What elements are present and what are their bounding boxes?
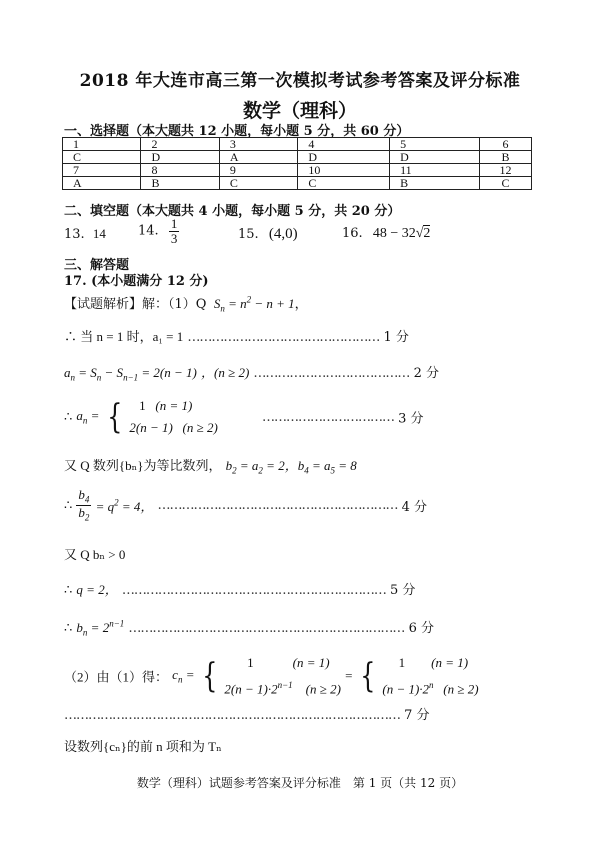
formula-b: $b_2 = a_2 = 2$，$b_4 = a_5 = 8$ bbox=[225, 458, 357, 476]
question-number: 16. bbox=[342, 226, 363, 241]
formula-bn: $b_n = 2^{n-1}$ bbox=[76, 618, 125, 638]
question-number: 14. bbox=[138, 223, 159, 239]
therefore-symbol: ∴ bbox=[64, 582, 73, 597]
table-cell: 2 bbox=[141, 138, 219, 151]
table-row bbox=[63, 164, 532, 177]
table-cell: B bbox=[141, 177, 219, 190]
therefore-symbol: ∴ bbox=[64, 497, 73, 513]
table-cell: A bbox=[219, 151, 297, 164]
answer-value: 14 bbox=[92, 226, 106, 241]
problem-17-heading: 17. (本小题满分 12 分) bbox=[64, 274, 209, 289]
formula-an-label: $a_n$ = bbox=[76, 408, 100, 426]
solution-line-11 bbox=[64, 736, 222, 755]
table-cell: D bbox=[390, 151, 480, 164]
fraction-numerator: 1 bbox=[170, 216, 178, 231]
score-mark: 4 分 bbox=[401, 500, 428, 516]
solution-line-1 bbox=[64, 326, 409, 345]
fraction-answer bbox=[169, 217, 180, 245]
dot-leader: ………………………………………………………… bbox=[121, 583, 386, 598]
brace-symbol: { bbox=[359, 656, 375, 697]
answer-value: (4,0) bbox=[268, 226, 298, 242]
solution-line-3 bbox=[64, 395, 424, 439]
fraction-denominator: 3 bbox=[170, 230, 178, 246]
document-subtitle: 数学（理科） bbox=[242, 100, 357, 122]
formula-q: = $q^2 = 4$， bbox=[95, 497, 154, 515]
formula-cn-label: $c_n$ = bbox=[172, 667, 195, 685]
solution-line-7 bbox=[64, 579, 415, 598]
table-cell: B bbox=[390, 177, 480, 190]
solution-text: （2）由（1）得： bbox=[64, 669, 169, 685]
score-mark: 3 分 bbox=[398, 411, 424, 427]
answer-15 bbox=[238, 226, 298, 243]
question-number: 15. bbox=[238, 227, 259, 242]
solution-line-4 bbox=[64, 455, 357, 476]
score-mark: 7 分 bbox=[404, 708, 430, 723]
score-mark: 1 分 bbox=[383, 330, 409, 345]
equals-symbol: = bbox=[345, 668, 353, 684]
formula-an: $a_n = S_n - S_{n-1} = 2(n - 1)$ bbox=[64, 365, 197, 383]
table-row bbox=[63, 177, 532, 190]
table-cell: 11 bbox=[390, 164, 480, 177]
table-cell: 3 bbox=[219, 138, 297, 151]
solution-text: ∴ 当 n = 1 时，a₁ = 1 bbox=[64, 329, 184, 344]
section-choice-heading: 一、选择题（本大题共 12 小题，每小题 5 分，共 60 分） bbox=[64, 124, 410, 139]
page-footer: 数学（理科）试题参考答案及评分标准 第 1 页（共 12 页） bbox=[136, 776, 464, 790]
brace-symbol: { bbox=[106, 397, 122, 437]
table-cell: 12 bbox=[480, 164, 532, 177]
section-solve-heading: 三、解答题 bbox=[64, 258, 130, 273]
solution-line-5 bbox=[64, 488, 427, 523]
table-cell: 7 bbox=[63, 164, 141, 177]
table-row bbox=[63, 138, 532, 151]
answer-14 bbox=[138, 217, 179, 245]
table-cell: 10 bbox=[298, 164, 390, 177]
answer-16 bbox=[342, 226, 430, 242]
sqrt-radicand: 2 bbox=[423, 226, 431, 241]
score-mark: 2 分 bbox=[413, 366, 439, 381]
formula-condition: ，(n ≥ 2) bbox=[200, 365, 250, 380]
choice-answer-table bbox=[62, 137, 532, 190]
piecewise-cases: 1 (n = 1) 2(n − 1) (n ≥ 2) bbox=[129, 398, 218, 435]
table-cell: 8 bbox=[141, 164, 219, 177]
table-cell: 5 bbox=[390, 138, 480, 151]
dot-leader: ………………………………… bbox=[253, 366, 410, 381]
therefore-symbol: ∴ bbox=[64, 620, 73, 635]
solution-line-9 bbox=[64, 652, 479, 700]
solution-line-8 bbox=[64, 617, 434, 638]
score-mark: 5 分 bbox=[389, 583, 416, 598]
dot-leader: …………………………… bbox=[262, 409, 394, 425]
table-cell: C bbox=[63, 151, 141, 164]
question-number: 13. bbox=[64, 227, 85, 242]
table-cell: B bbox=[480, 151, 532, 164]
solution-text: 又 Q bₙ > 0 bbox=[64, 547, 126, 562]
table-row bbox=[63, 151, 532, 164]
dot-leader: …………………………………………………………… bbox=[128, 621, 405, 636]
dot-leader: ………………………………………………………………………… bbox=[64, 708, 400, 723]
table-cell: 4 bbox=[298, 138, 390, 151]
score-mark: 6 分 bbox=[408, 621, 434, 636]
answer-value: 48 − 32 bbox=[372, 226, 416, 241]
table-cell: C bbox=[298, 177, 390, 190]
answer-13 bbox=[64, 226, 106, 242]
document-title: 2018 年大连市高三第一次模拟考试参考答案及评分标准 bbox=[79, 71, 521, 91]
table-cell: D bbox=[141, 151, 219, 164]
table-cell: 6 bbox=[480, 138, 532, 151]
table-cell: D bbox=[298, 151, 390, 164]
dot-leader: …………………………………………………… bbox=[157, 498, 398, 514]
sqrt-symbol: √ bbox=[415, 226, 424, 241]
solution-line-6 bbox=[64, 544, 125, 563]
table-cell: C bbox=[219, 177, 297, 190]
table-cell: 1 bbox=[63, 138, 141, 151]
solution-text: 又 Q 数列{bₙ}为等比数列， bbox=[64, 458, 222, 473]
table-cell: C bbox=[480, 177, 532, 190]
solution-text: 设数列{cₙ}的前 n 项和为 Tₙ bbox=[64, 739, 222, 754]
therefore-symbol: ∴ bbox=[64, 409, 73, 424]
formula-sn: $S_n = n^2 - n + 1$ bbox=[210, 294, 295, 314]
watermark bbox=[190, 521, 221, 555]
dot-leader: ………………………………………… bbox=[187, 330, 380, 345]
formula-q-value: q = 2， bbox=[76, 582, 118, 597]
solution-line-10 bbox=[64, 704, 430, 723]
solution-label: 【试题解析】解：（1）Q bbox=[64, 297, 207, 312]
solution-line-2 bbox=[64, 362, 439, 383]
piecewise-cases: 1 (n = 1) $(n - 1)\cdot 2^n$ (n ≥ 2) bbox=[382, 655, 479, 697]
brace-symbol: { bbox=[201, 656, 218, 697]
table-cell: A bbox=[63, 177, 141, 190]
solution-intro: 【试题解析】解：（1）Q $S_n = n^2 - n + 1$， bbox=[64, 294, 308, 314]
piecewise-cases: 1 (n = 1) $2(n - 1)\cdot 2^{n-1}$ (n ≥ 2) bbox=[224, 655, 341, 697]
fraction-b4-b2: $\frac{b_4}{b_2}$ bbox=[78, 487, 90, 523]
section-fill-heading: 二、填空题（本大题共 4 小题，每小题 5 分，共 20 分） bbox=[64, 204, 401, 219]
table-cell: 9 bbox=[219, 164, 297, 177]
